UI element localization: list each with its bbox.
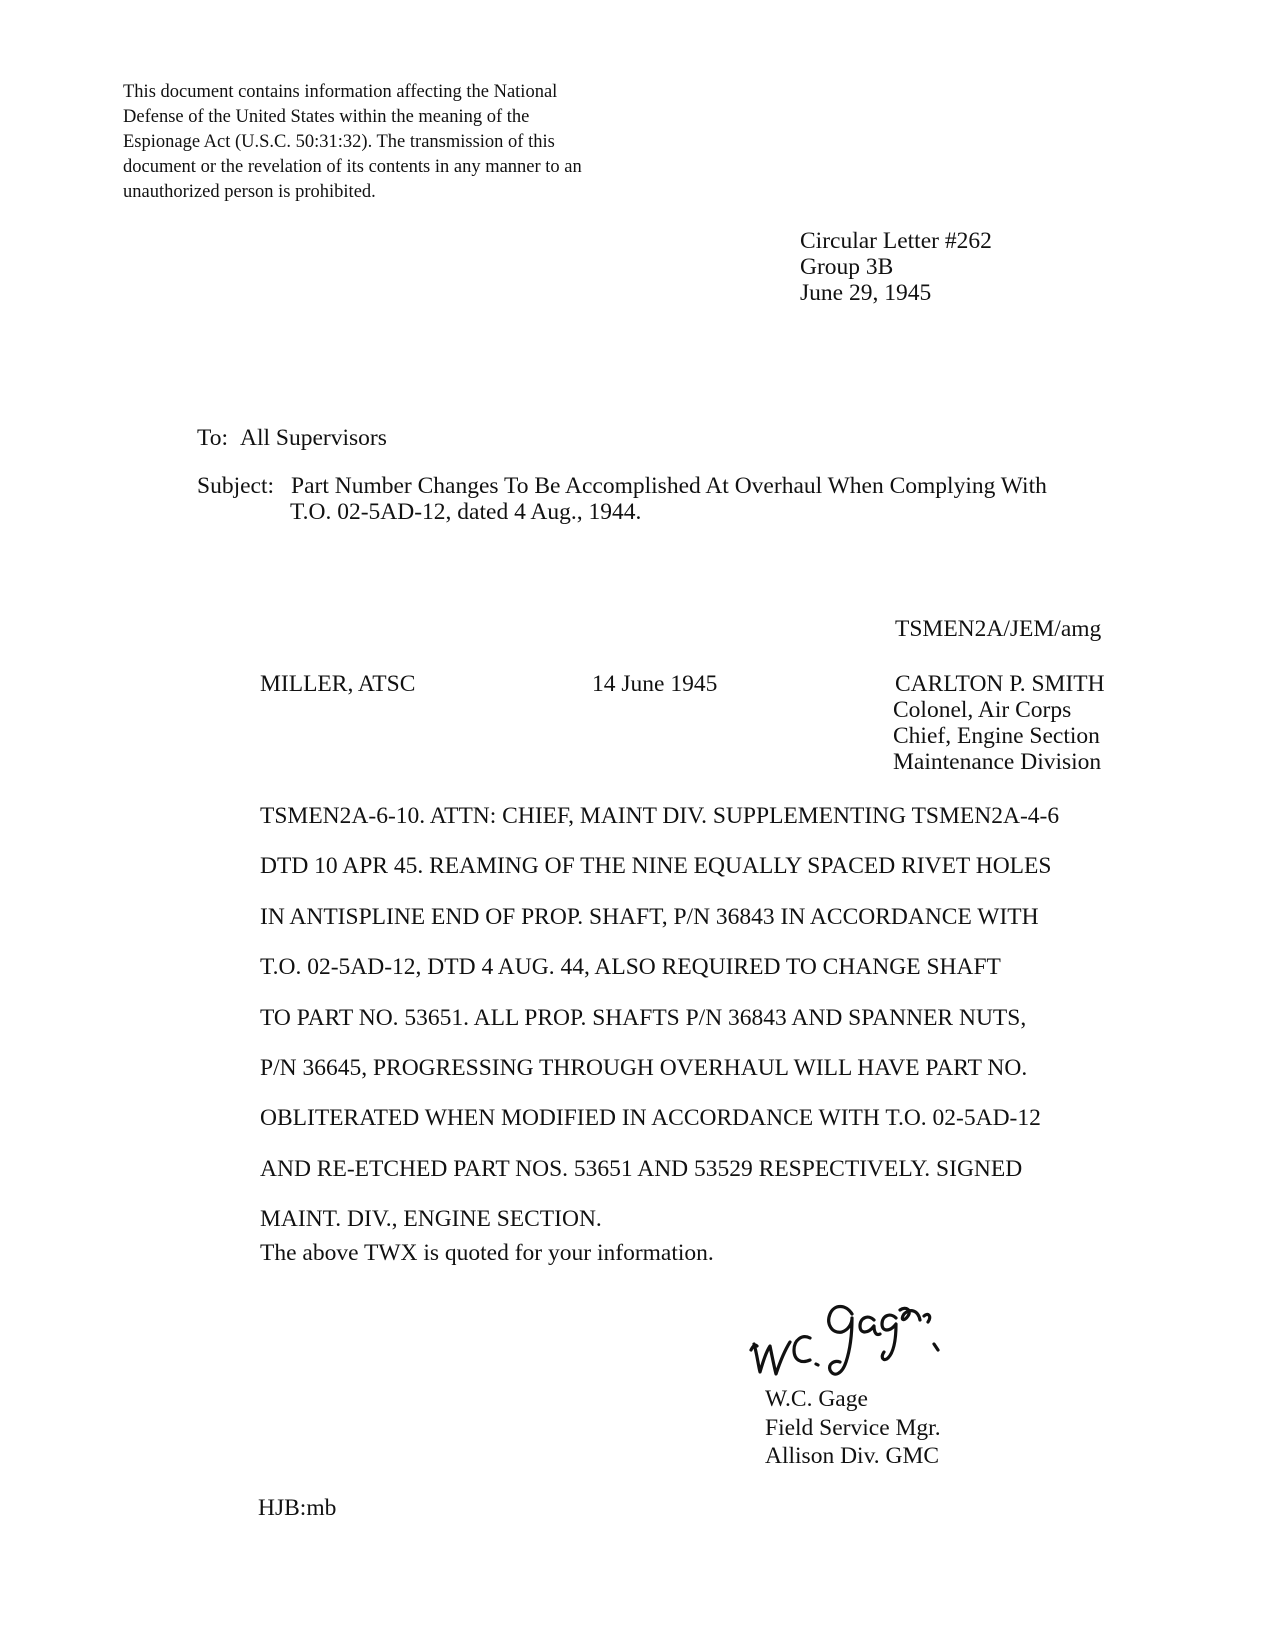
sender-division: Maintenance Division xyxy=(893,749,1102,775)
twx-body-line: TSMEN2A-6-10. ATTN: CHIEF, MAINT DIV. SUPPLEMENTING TSMEN2A-4-6 xyxy=(260,803,1060,829)
group-label: Group 3B xyxy=(800,254,894,280)
sender-rank: Colonel, Air Corps xyxy=(893,697,1072,723)
closing-sentence: The above TWX is quoted for your information. xyxy=(260,1240,714,1266)
recipient-line xyxy=(197,425,387,452)
subject-label: Subject: xyxy=(197,473,275,499)
sender-name: CARLTON P. SMITH xyxy=(895,671,1105,697)
twx-body-line: AND RE-ETCHED PART NOS. 53651 AND 53529 RESPECTIVELY. SIGNED xyxy=(260,1155,1023,1182)
signatory-block xyxy=(765,1385,941,1471)
security-notice xyxy=(123,80,663,205)
twx-from: MILLER, ATSC xyxy=(260,671,416,697)
twx-date: 14 June 1945 xyxy=(592,671,718,697)
handwritten-signature xyxy=(748,1280,948,1390)
typist-initials: HJB:mb xyxy=(258,1495,337,1521)
notice-line: Espionage Act (U.S.C. 50:31:32). The transmission of this xyxy=(123,132,555,152)
signatory-title: Field Service Mgr. xyxy=(765,1414,941,1441)
subject-line-2: T.O. 02-5AD-12, dated 4 Aug., 1944. xyxy=(290,499,642,525)
notice-line: This document contains information affecting the National xyxy=(123,82,558,102)
circular-letter-number: Circular Letter #262 xyxy=(800,228,992,254)
twx-body-line: T.O. 02-5AD-12, DTD 4 AUG. 44, ALSO REQUIRED TO CHANGE SHAFT xyxy=(260,954,1001,981)
reference-block xyxy=(800,228,992,306)
letter-date: June 29, 1945 xyxy=(800,280,932,306)
twx-body-line: DTD 10 APR 45. REAMING OF THE NINE EQUALLY SPACED RIVET HOLES xyxy=(260,853,1052,880)
twx-body-line: IN ANTISPLINE END OF PROP. SHAFT, P/N 36843 IN ACCORDANCE WITH xyxy=(260,903,1039,930)
twx-reference-code: TSMEN2A/JEM/amg xyxy=(895,616,1102,642)
twx-body-line: TO PART NO. 53651. ALL PROP. SHAFTS P/N 36843 AND SPANNER NUTS, xyxy=(260,1004,1027,1031)
signature-text: W.C. Gage xyxy=(748,1280,753,1281)
to-value: All Supervisors xyxy=(240,425,387,451)
twx-body-line: MAINT. DIV., ENGINE SECTION. xyxy=(260,1206,602,1233)
notice-line: Defense of the United States within the meaning of the xyxy=(123,107,530,127)
twx-sender-block xyxy=(895,671,1105,775)
twx-message-body xyxy=(260,791,1140,1245)
subject-line-1: Part Number Changes To Be Accomplished At Overhaul When Complying With xyxy=(291,473,1047,499)
to-label: To: xyxy=(197,425,228,451)
signatory-name: W.C. Gage xyxy=(765,1386,868,1412)
twx-body-line: OBLITERATED WHEN MODIFIED IN ACCORDANCE WITH T.O. 02-5AD-12 xyxy=(260,1105,1041,1132)
signatory-org: Allison Div. GMC xyxy=(765,1443,940,1469)
twx-body-line: P/N 36645, PROGRESSING THROUGH OVERHAUL WILL HAVE PART NO. xyxy=(260,1055,1028,1082)
notice-line: unauthorized person is prohibited. xyxy=(123,182,376,202)
notice-line: document or the revelation of its contents in any manner to an xyxy=(123,157,582,177)
sender-title: Chief, Engine Section xyxy=(893,723,1100,749)
